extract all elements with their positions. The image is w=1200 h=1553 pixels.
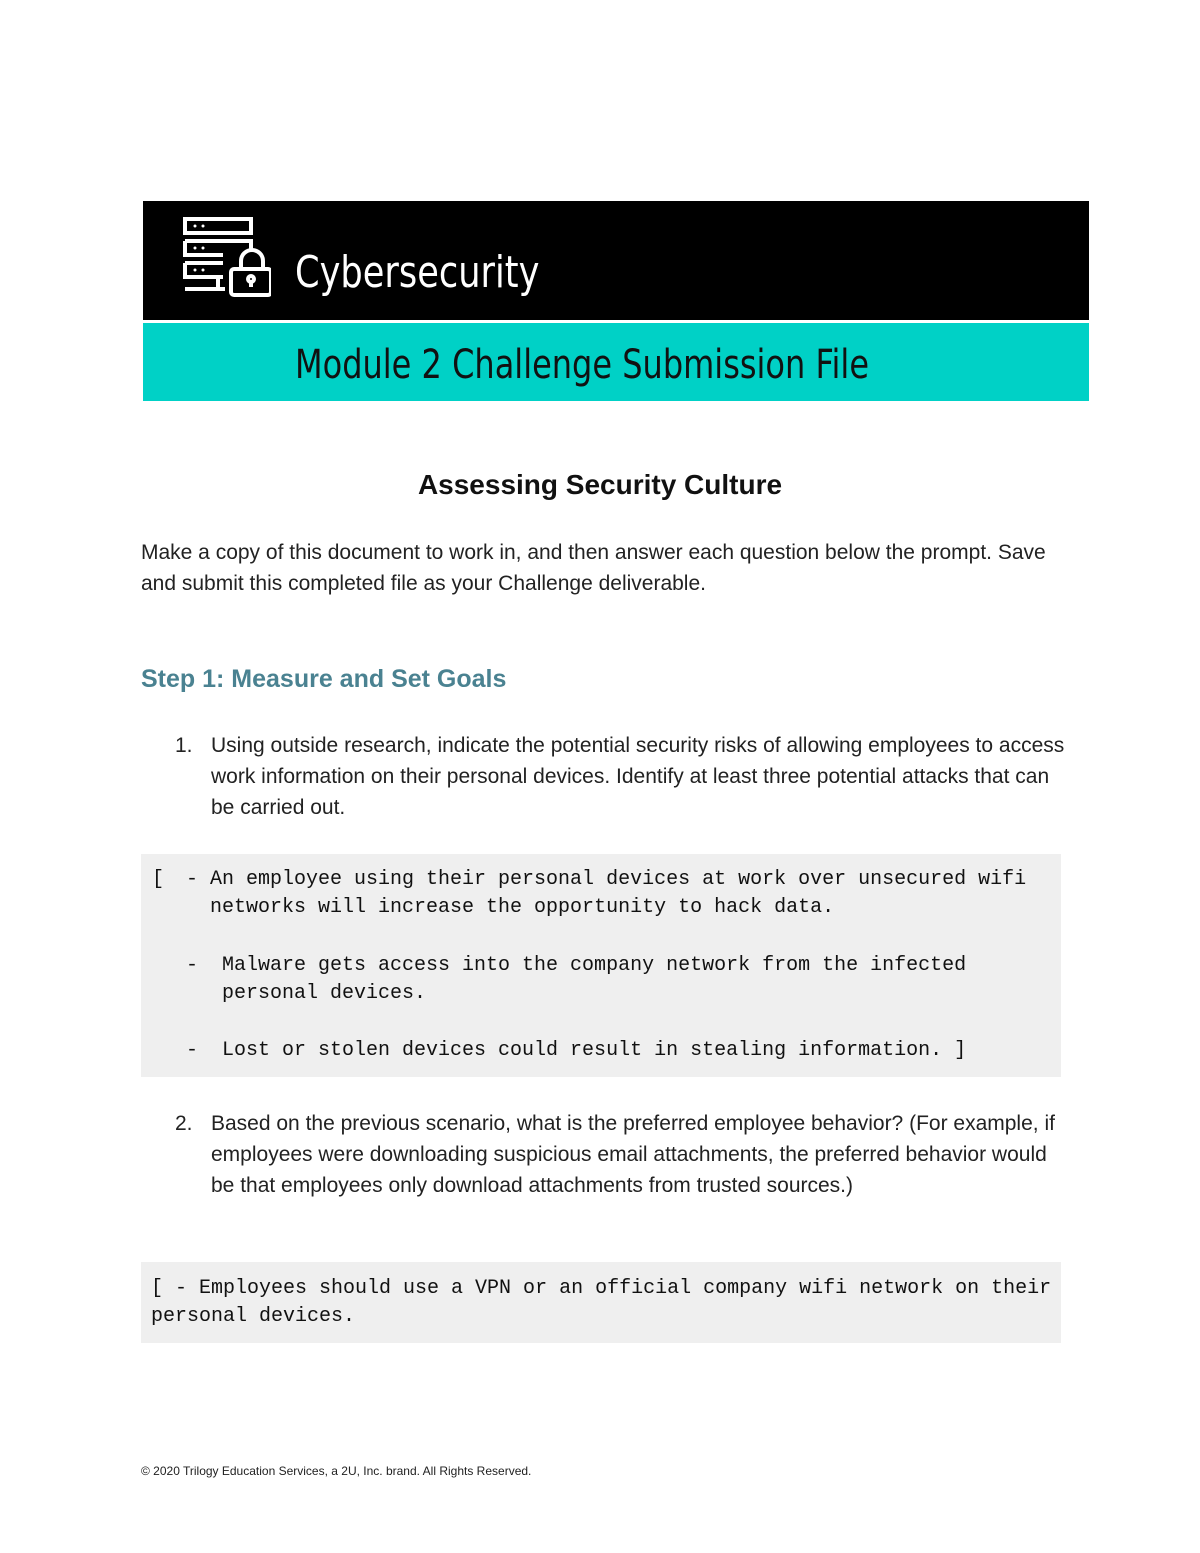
answer-item-1-line-2: networks will increase the opportunity to hack data. [210, 896, 835, 919]
question-1 [175, 730, 1071, 823]
answer-item-dash: - [186, 1039, 199, 1062]
brand-title: Cybersecurity [295, 247, 540, 298]
intro-paragraph: Make a copy of this document to work in, and then answer each question below the prompt. Save and submit this completed file as your Challenge deliverable. [141, 541, 1046, 595]
answer-2-line-2: personal devices. [151, 1305, 356, 1328]
footer-copyright: © 2020 Trilogy Education Services, a 2U, Inc. brand. All Rights Reserved. [141, 1464, 532, 1478]
document-title: Assessing Security Culture [417, 469, 783, 500]
answer-box-1[interactable] [141, 854, 1061, 1077]
question-text: Based on the previous scenario, what is the preferred employee behavior? (For example, if employees were downloading suspicious email attachments, the preferred behavior would be that employees only download attachments from trusted sources.) [211, 1112, 1055, 1197]
answer-box-2[interactable] [141, 1262, 1061, 1343]
server-lock-icon [181, 215, 271, 305]
answer-item-1-line-1: An employee using their personal devices at work over unsecured wifi [210, 868, 1027, 891]
question-text: Using outside research, indicate the potential security risks of allowing employees to access work information on their personal devices. Identify at least three potential attacks that can be carried out. [211, 734, 1065, 819]
answer-item-2-line-1: Malware gets access into the company network from the infected [222, 954, 967, 977]
header-banner-top [143, 201, 1089, 320]
answer-2-line-1: [ - Employees should use a VPN or an official company wifi network on their [151, 1277, 1052, 1300]
header-banner-bottom [143, 323, 1089, 401]
question-number: 2. [175, 1112, 193, 1135]
answer-item-dash: - [186, 954, 199, 977]
question-2 [175, 1108, 1071, 1201]
step1-heading: Step 1: Measure and Set Goals [141, 665, 507, 693]
answer-item-2-line-2: personal devices. [222, 982, 427, 1005]
page-subtitle: Module 2 Challenge Submission File [295, 342, 869, 388]
answer-item-3-line-1: Lost or stolen devices could result in stealing information. ] [222, 1039, 967, 1062]
answer-item-dash: - [186, 868, 199, 891]
answer-open-bracket: [ [152, 868, 165, 891]
question-number: 1. [175, 734, 193, 757]
